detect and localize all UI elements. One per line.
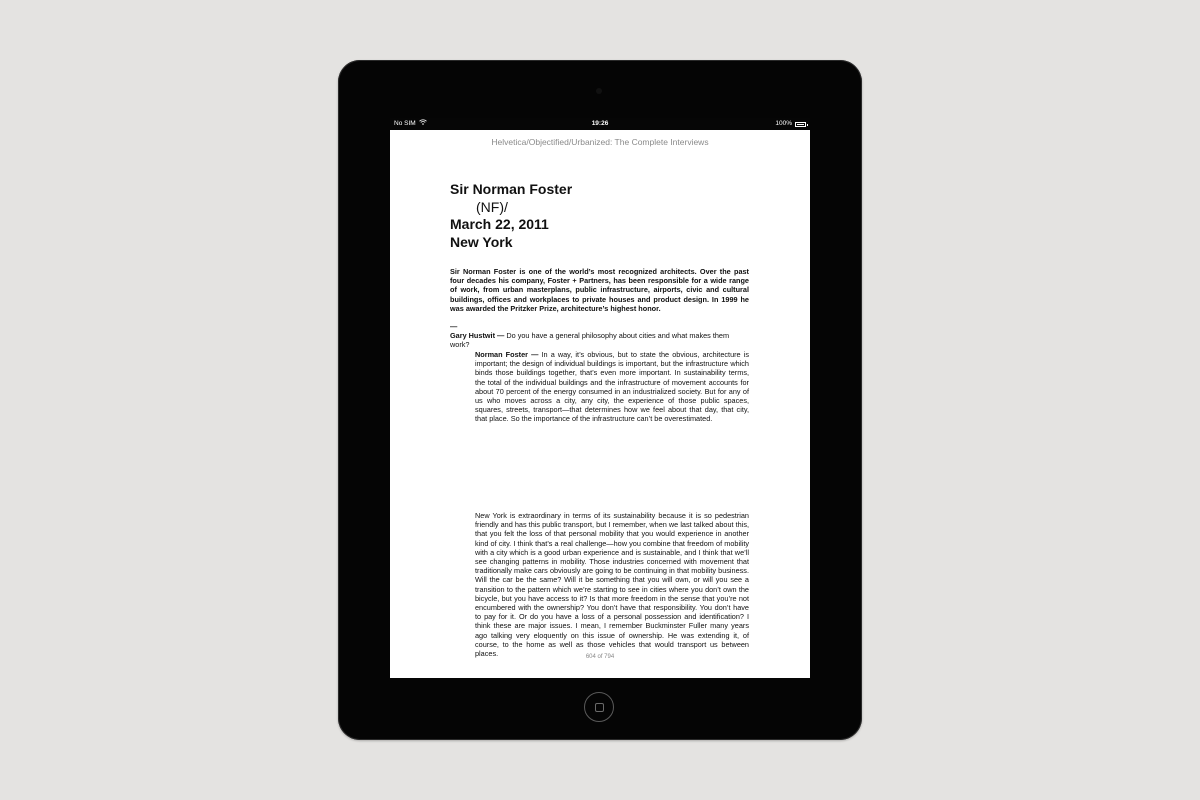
front-camera [596, 88, 602, 94]
answer-paragraph-1 [475, 350, 749, 424]
battery-percent: 100% [775, 120, 792, 127]
ipad-device [338, 60, 862, 740]
book-title: Helvetica/Objectified/Urbanized: The Complete Interviews [491, 137, 709, 147]
screen[interactable] [390, 118, 810, 678]
page-indicator: 604 of 794 [585, 654, 615, 660]
interview-place: New York [450, 233, 513, 250]
interviewee-initials: (NF)/ [476, 198, 508, 215]
interview-date: March 22, 2011 [450, 216, 549, 232]
answer-speaker: Norman Foster — [475, 350, 539, 359]
chapter-heading [450, 181, 572, 251]
question-paragraph [450, 331, 740, 349]
battery-icon [795, 122, 806, 127]
status-right [775, 118, 806, 130]
answer-paragraph-2: New York is extraordinary in terms of its sustainability because it is so pedestrian friendly and has this public transport, but I remember, when we last talked about this, that you felt the loss of that personal mobility that you would experience in another kind of city. I think that’s a real challenge—how you combine that freedom of mobility with a city which is a good urban experience and is sustainable, and I think that we’ll see changing patterns in mobility. Those industries concerned with movement that traditionally make cars obviously are going to be continuing in that mobility business. Will the car be the same? Will it be something that you will own, or will you see a transition to the pattern which we’re starting to see in cities where you don’t own the bicycle, but you have access to it? Is that more freedom in the sense that you’re not encumbered with the ownership? You don’t have that responsibility. You don’t have to pay for it. Or do you have a loss of a personal possession and identification? I think these are major issues. I mean, I remember Buckminster Fuller many years ago talking very eloquently on this issue of ownership. He was extending it, of course, to the home as well as those vehicles that would transport us between places. [475, 511, 749, 659]
section-separator: — [450, 322, 458, 331]
battery-fill [797, 124, 804, 125]
answer-text-1: In a way, it’s obvious, but to state the obvious, architecture is important; the design of individual buildings is important, but the infrastructure which binds those buildings together, that’s even more important. In sustainability terms, the total of the individual buildings and the infrastructure of movement accounts for about 70 percent of the energy consumed in an industrialized society. But for any of us who moves across a city, any city, the experience of those public spaces, squares, streets, transport—that determines how we feel about that day, that city, that place. So the importance of the infrastructure can’t be overestimated. [475, 350, 749, 424]
question-text: Do you have a general philosophy about cities and what makes them work? [450, 331, 730, 350]
home-square-icon [595, 703, 604, 712]
status-time: 19:26 [591, 120, 609, 127]
home-button-icon[interactable] [584, 692, 614, 722]
carrier-label: No SIM [394, 120, 416, 127]
status-bar [390, 118, 810, 130]
question-speaker: Gary Hustwit — [450, 331, 505, 340]
interviewee-name: Sir Norman Foster [450, 181, 573, 197]
intro-paragraph: Sir Norman Foster is one of the world’s most recognized architects. Over the past four decades his company, Foster + Partners, has been responsible for a wide range of work, from urban masterplans, public infrastructure, airports, civic and cultural buildings, offices and workplaces to private houses and product design. In 1999 he was awarded the Pritzker Prize, architecture’s highest honor. [450, 267, 749, 313]
